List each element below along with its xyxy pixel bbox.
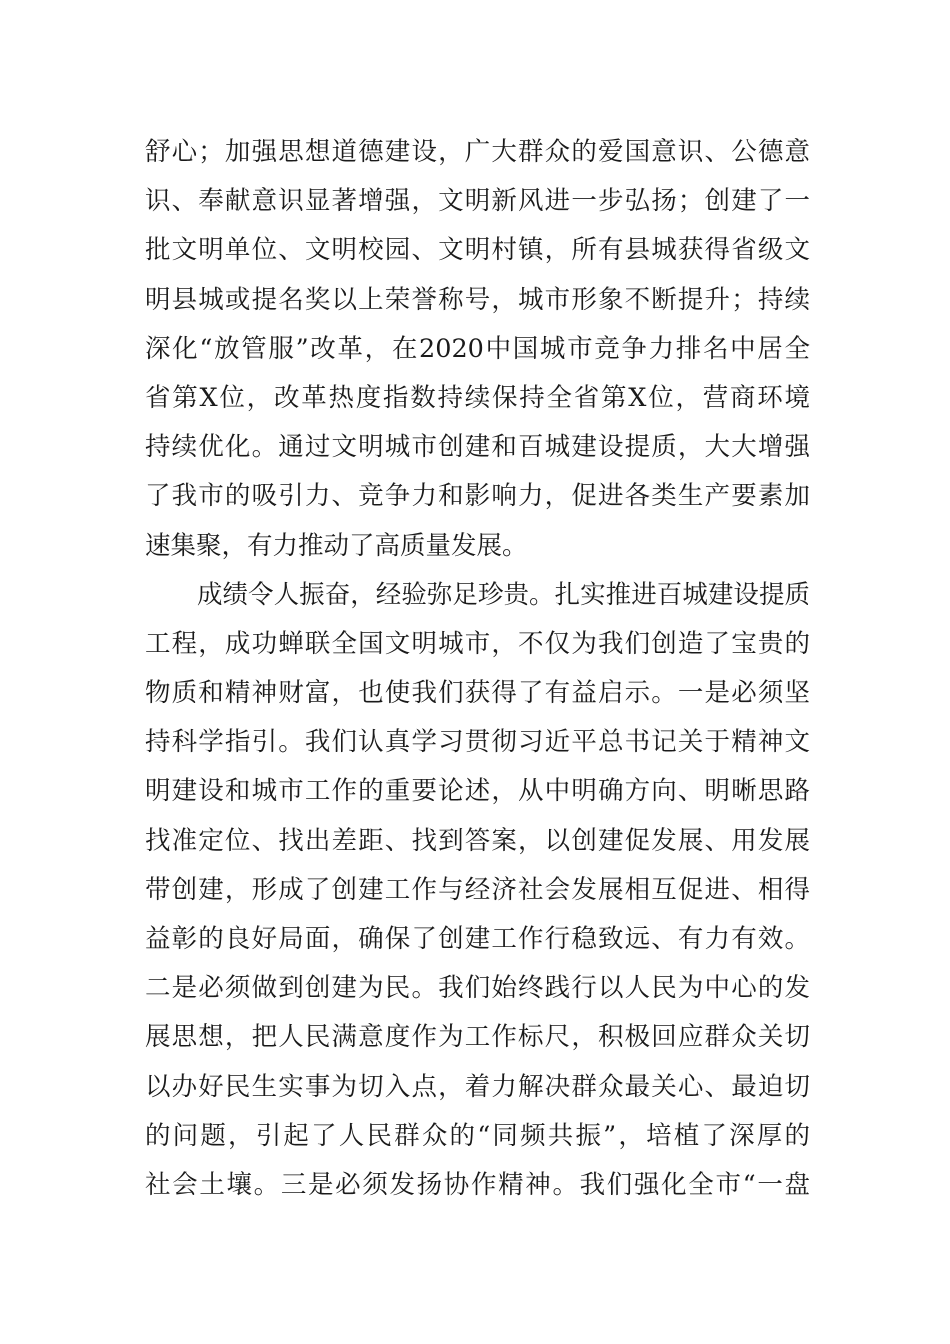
paragraph-start-line: 成绩令人振奋，经验弥足珍贵。扎实推进百城建设提质 bbox=[197, 579, 810, 610]
text-line: 的问题，引起了人民群众的“同频共振”，培植了深厚的 bbox=[145, 1120, 810, 1151]
body-text bbox=[145, 128, 810, 1210]
text-line: 明建设和城市工作的重要论述，从中明确方向、明晰思路 bbox=[145, 776, 810, 807]
paragraph-end-line: 速集聚，有力推动了高质量发展。 bbox=[145, 530, 528, 561]
text-line: 物质和精神财富，也使我们获得了有益启示。一是必须坚 bbox=[145, 678, 810, 709]
text-line: 带创建，形成了创建工作与经济社会发展相互促进、相得 bbox=[145, 874, 810, 905]
text-line: 展思想，把人民满意度作为工作标尺，积极回应群众关切 bbox=[145, 1022, 810, 1053]
text-line: 社会土壤。三是必须发扬协作精神。我们强化全市“一盘 bbox=[145, 1169, 810, 1200]
text-line: 批文明单位、文明校园、文明村镇，所有县城获得省级文 bbox=[145, 235, 810, 266]
text-line: 工程，成功蝉联全国文明城市，不仅为我们创造了宝贵的 bbox=[145, 628, 810, 659]
text-line: 明县城或提名奖以上荣誉称号，城市形象不断提升；持续 bbox=[145, 284, 810, 315]
text-line: 舒心；加强思想道德建设，广大群众的爱国意识、公德意 bbox=[145, 137, 810, 167]
text-line: 持续优化。通过文明城市创建和百城建设提质，大大增强 bbox=[145, 432, 810, 463]
text-line: 深化“放管服”改革，在2020中国城市竞争力排名中居全 bbox=[145, 333, 810, 364]
text-line: 识、奉献意识显著增强，文明新风进一步弘扬；创建了一 bbox=[145, 186, 810, 217]
text-line: 找准定位、找出差距、找到答案，以创建促发展、用发展 bbox=[145, 825, 810, 856]
text-line: 益彰的良好局面，确保了创建工作行稳致远、有力有效。 bbox=[145, 924, 810, 954]
text-line: 省第X位，改革热度指数持续保持全省第X位，营商环境 bbox=[145, 382, 810, 413]
text-line: 了我市的吸引力、竞争力和影响力，促进各类生产要素加 bbox=[145, 481, 810, 512]
text-line: 持科学指引。我们认真学习贯彻习近平总书记关于精神文 bbox=[145, 727, 810, 758]
text-line: 以办好民生实事为切入点，着力解决群众最关心、最迫切 bbox=[145, 1071, 810, 1102]
text-line: 二是必须做到创建为民。我们始终践行以人民为中心的发 bbox=[145, 973, 810, 1004]
